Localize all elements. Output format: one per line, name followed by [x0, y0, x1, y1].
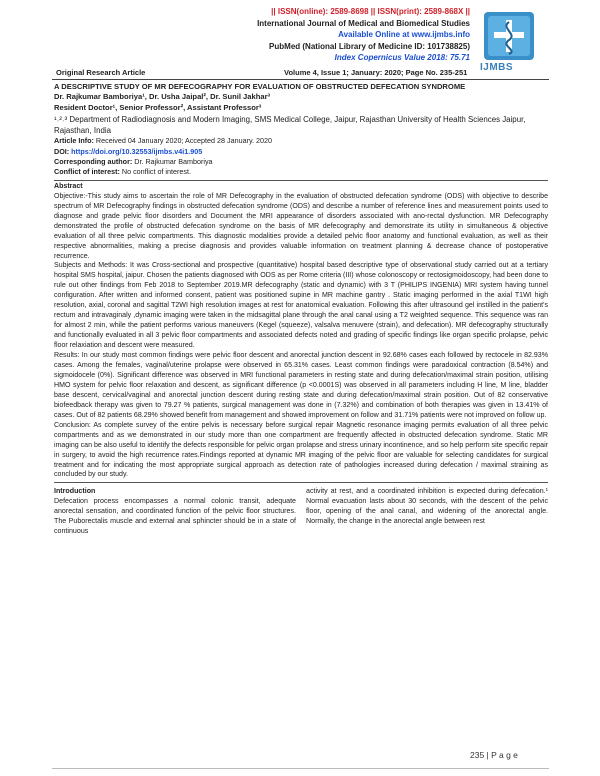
intro-right-text: activity at rest, and a coordinated inhibition is expected during defecation.¹ Normal evacuation lasts about 30 seconds, with the descent of the pelvic floor, opening of the anal canal, and widening of the anorectal angle. Normally, the change in the anorectal angle between rest: [306, 487, 548, 526]
author-roles: Resident Doctor¹, Senior Professor², Assistant Professor³: [54, 102, 262, 112]
conflict-of-interest: Conflict of interest: No conflict of interest.: [54, 167, 191, 177]
journal-header: [0, 0, 600, 78]
article-dates: Article Info: Received 04 January 2020; Accepted 28 January. 2020: [54, 136, 273, 146]
affiliation: ¹˒²˒³ Department of Radiodiagnosis and Modern Imaging, SMS Medical College, Jaipur, Rajasthan University of Health Sciences Jaipur, Rajasthan, India: [54, 115, 526, 136]
abstract-heading: Abstract: [54, 182, 83, 190]
authors: Dr. Rajkumar Bamboriya¹, Dr. Usha Jaipal², Dr. Sunil Jakhar³: [54, 92, 271, 102]
journal-header-text: [180, 6, 470, 64]
intro-left-text: Defecation process encompasses a normal colonic transit, adequate anorectal sensation, and coordinated function of the pelvic floor structures. The Puborectalis muscle and external anal sphincter should be in a state of continuous: [54, 497, 296, 536]
corresponding-author: Corresponding author: Dr. Rajkumar Bamboriya: [54, 157, 213, 167]
page-number: 235 | P a g e: [470, 750, 518, 760]
abstract-methods: Subjects and Methods: It was Cross-sectional and prospective (quantitative) hospital based descriptive type of observational study carried out at a tertiary hospital SMS hospital, jaipur. Chosen the patients diagnosed with ODS as per Rome criteria (III) whose colonoscopy or rectosigmoidoscopy, had been done to rule out other findings from Feb 2018 to September 2019.MR defecography (static and dynamic) with 3 T (PHILIPS INGENIA) MRI system having tunnel configuration. After written and informed consent, patient was positioned supine in MR machine gantry . Static imaging performed in the axial T1WI high resolution, axial, coronal and sagittal T2WI high resolution images at rest for anatomical evaluation. Following this after ultrasound gel instilled in the patient's rectum and intravaginaly ,dynamic imaging were taken in the midsagittal plane through the anal canal using a T2 weighted sequence. This sequence was ran for almost 2 min, while the patient performs various maneuvers (Kegel (squeeze), valsalva menuvere (strain), and defecation). MR defecography structurally and functionally evaluated in all 3 pelvic floor compartments and associated defects noted and grading of specific findings like organ specific prolapse, pelvic floor relaxiation and descent were measured.: [54, 262, 548, 350]
intro-left-column: [54, 486, 296, 536]
issn-online: || ISSN(online): 2589-8698: [271, 7, 371, 16]
index-copernicus: Index Copernicus Value 2018: 75.71: [334, 53, 470, 62]
issn-print: || ISSN(print): 2589-868X ||: [370, 7, 470, 16]
available-online: Available Online at www.ijmbs.info: [338, 30, 470, 39]
journal-name: International Journal of Medical and Biomedical Studies: [257, 18, 470, 28]
abstract-box: [54, 180, 548, 484]
pubmed-id: PubMed (National Library of Medicine ID: 101738825): [269, 41, 470, 51]
article-info: [54, 136, 548, 178]
intro-heading: Introduction: [54, 487, 96, 496]
header-divider: [52, 79, 549, 80]
abstract-objective: Objective:-This study aims to ascertain the role of MR Defecography in the evaluation of obstructed defecation syndrome (ODS) with objective to describe spectrum of MR Defecography findings in obstructed defecation syndrome (ODS) and describe a number of reference lines and measurement points used to diagnose and grade pelvic floor disorders and Document the MRI appearance of disorders associated with ano-rectal dysfunction. MR Defecography demonstrated the profile of obstructed defecation syndrome on the basis of MR defecography and demonstrate its utility in simultaneous & objective evaluation of all three pelvic compartments. This diagnostic modalities provide a detailed pelvic floor anatomy and functional evaluation, as well as their respective abnormalities, making a precise diagnosis and provides valuable information on treatment planning & decrease chance of postoperative recurrence.: [54, 192, 548, 260]
doi: DOI: https://doi.org/10.32553/ijmbs.v4i1.905: [54, 146, 203, 156]
footer-divider: [52, 768, 549, 769]
article-body: [54, 82, 548, 536]
article-type: Original Research Article: [56, 68, 146, 77]
volume-info: Volume 4, Issue 1; January: 2020; Page No. 235-251: [284, 68, 468, 77]
abstract-conclusion: Conclusion: As complete survey of the entire pelvis is necessary before surgical repair Magnetic resonance imaging permits evaluation of all three pelvic compartments and as we demonstrated in our study more than one compartment are frequently affected in obstructed defecation syndrome. Static MR imaging can be also useful to identify the defects responsible for pelvic organ prolapse and stress urinary incontinence, and so help perform site specific repair in surgery, to avoid the high recurrence rates.Findings reported at dynamic MR imaging of the pelvic floor are valuable for selecting candidates for surgical treatment and for indicating the most appropriate surgical approach as detection rate of pathologies increased during defecation / maximal straining as concluded by our study.: [54, 421, 548, 479]
doi-link[interactable]: https://doi.org/10.32553/ijmbs.v4i1.905: [69, 146, 203, 156]
introduction-columns: [54, 486, 548, 536]
intro-right-column: [306, 486, 548, 536]
abstract-results: Results: In our study most common findings were pelvic floor descent and anorectal junction descent in 92.68% cases each followed by rectocele in 82.93% cases. Among the females, vaginal/uterine prolapse were observed in 65.31% cases. Least common findings were paradoxical contraction (8.54%) and sigmoidocele (0%). Significant difference was observed in MRI functional parameters in resting state and during defecation/maximal strain position, utilising HMO system for pelvic floor relaxation and descent, as significant difference (p <0.0001S) was observed in all parameters including H line, M line, bladder base descent, cervical/vaginal and anorectal junction descent during resting state and during defecation/maximal strain position. Out of 82 conservative biofeedback therapy was given to 79.27 % patients, surgical management was done in (7.32%) and combination of both therapies was given in 13.41% of cases. Out of 82 patients 68.29% showed benefit from management and showed improvement on follow and 31.71% patients were not improved on follow up.: [54, 352, 548, 419]
article-title: A DESCRIPTIVE STUDY OF MR DEFECOGRAPHY FOR EVALUATION OF OBSTRUCTED DEFECATION SYNDROME: [54, 82, 466, 91]
logo-text: IJMBS: [480, 62, 514, 73]
